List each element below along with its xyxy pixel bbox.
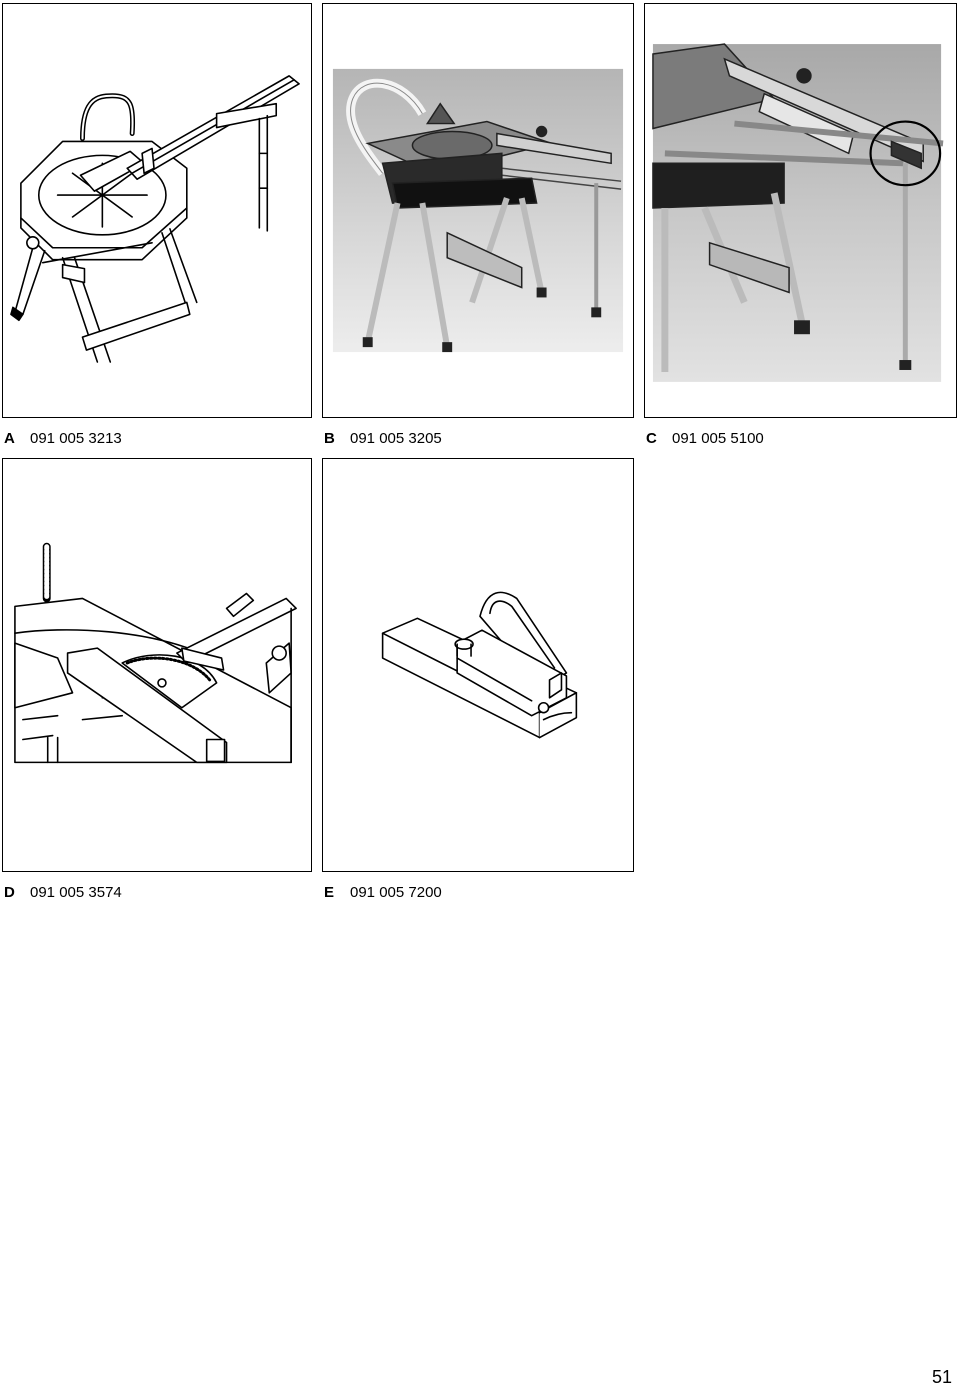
figure-d-illustration: [3, 459, 311, 871]
figure-a-caption: [4, 430, 122, 448]
figure-b-code: 091 005 3205: [350, 430, 442, 447]
figure-b-caption: [324, 430, 442, 448]
figure-a-panel: [2, 3, 312, 418]
figure-e-caption: [324, 884, 442, 902]
figure-e-panel: [322, 458, 634, 872]
figure-d-panel: [2, 458, 312, 872]
figure-e-illustration: [323, 459, 633, 871]
figure-d-letter: D: [4, 884, 15, 901]
figure-e-code: 091 005 7200: [350, 884, 442, 901]
figure-c-code: 091 005 5100: [672, 430, 764, 447]
figure-e-letter: E: [324, 884, 335, 901]
figure-a-letter: A: [4, 430, 15, 447]
figure-a-illustration: [3, 4, 311, 417]
figure-b-photo: [323, 4, 633, 417]
figure-b-letter: B: [324, 430, 335, 447]
figure-a-code: 091 005 3213: [30, 430, 122, 447]
figure-c-panel: [644, 3, 957, 418]
page-number: 51: [931, 1367, 952, 1387]
figure-c-photo: [645, 4, 956, 417]
figure-b-panel: [322, 3, 634, 418]
figure-c-caption: [646, 430, 764, 448]
figure-d-code: 091 005 3574: [30, 884, 122, 901]
figure-d-caption: [4, 884, 122, 902]
figure-c-letter: C: [646, 430, 657, 447]
